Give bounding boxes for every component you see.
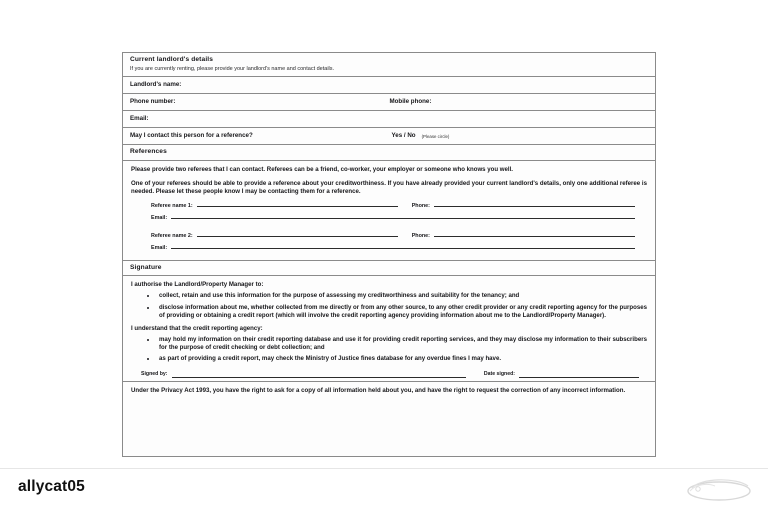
referee-1-email-label: Email: [151, 215, 168, 222]
understand-list [131, 336, 647, 363]
signature-section-title: Signature [130, 263, 162, 271]
referee-fields [131, 200, 647, 256]
signed-by-input[interactable] [172, 370, 466, 378]
references-section-title: References [130, 148, 167, 156]
referee-2-email-label: Email: [151, 244, 168, 251]
date-signed-label: Date signed: [483, 370, 515, 377]
list-item: • as part of providing a credit report, may check the Ministry of Justice fines database for any overdue fines I may have. [157, 355, 647, 363]
field-row-phone[interactable] [123, 94, 655, 111]
referee-1-phone-input[interactable] [434, 200, 635, 207]
list-item: • disclose information about me, whether collected from me directly or from any other source, to any other credit provider or any credit reporting agency for the purposes of providing or obtaining a credit report (which will involve the credit reporting agency providing information about me to the Landlord/Property Manager). [157, 304, 647, 320]
referee-2-email-input[interactable] [171, 242, 635, 249]
contact-question-label: May I contact this person for a reference? [130, 131, 253, 139]
landlord-name-label: Landlord's name: [130, 80, 182, 88]
contact-answer-group[interactable] [390, 132, 650, 140]
referee-1-email-input[interactable] [171, 212, 635, 219]
referee-2-email-row[interactable] [151, 242, 639, 252]
field-row-landlord-name[interactable] [123, 77, 655, 94]
phone-number-label: Phone number: [130, 97, 176, 105]
signature-section-body [123, 276, 655, 380]
understand-intro: I understand that the credit reporting agency: [131, 324, 263, 332]
references-paragraph-1: Please provide two referees that I can contact. Referees can be a friend, co-worker, your employer or someone who knows you well. [131, 166, 513, 174]
list-item: • may hold my information on their credit reporting database and use it for providing credit reporting services, and they may disclose my information to their subscribers for the purpose of credit checking or debt collection; and [157, 336, 647, 352]
date-signed-input[interactable] [519, 370, 639, 378]
referee-1-phone-label: Phone: [411, 203, 430, 210]
referee-1-name-label: Referee name 1: [151, 203, 193, 210]
landlord-section-subtitle: If you are currently renting, please provide your landlord's name and contact details. [130, 66, 335, 73]
mobile-phone-label: Mobile phone: [389, 97, 432, 105]
referee-1-email-row[interactable] [151, 212, 639, 222]
contact-answer-yes-no[interactable]: Yes / No [391, 131, 416, 139]
tenancy-application-form [122, 52, 656, 457]
authorise-list [131, 292, 647, 319]
contact-question-group [130, 132, 390, 140]
referee-2-name-row[interactable] [151, 230, 639, 240]
mobile-phone-group[interactable] [390, 98, 650, 106]
username-label: allycat05 [18, 478, 85, 495]
signature-section-header [123, 261, 655, 277]
authorise-intro: I authorise the Landlord/Property Manager to: [131, 281, 264, 289]
footer-divider [0, 468, 768, 469]
privacy-act-note: Under the Privacy Act 1993, you have the right to ask for a copy of all information held about you, and have the right to request the correction of any incorrect information. [123, 381, 655, 401]
references-section-header [123, 145, 655, 161]
field-row-email[interactable] [123, 111, 655, 128]
landlord-section-header [123, 53, 655, 77]
referee-1-name-row[interactable] [151, 200, 639, 210]
references-paragraph-2: One of your referees should be able to provide a reference about your creditworthiness. If you have already provided your current landlord's details, only one additional referee is needed. Please let these people know I may be contacting them for a reference. [131, 180, 647, 196]
phone-number-group[interactable] [130, 98, 390, 106]
email-label: Email: [130, 114, 149, 122]
signed-by-label: Signed by: [141, 370, 168, 377]
landlord-section-title: Current landlord's details [130, 56, 214, 63]
referee-2-name-label: Referee name 2: [151, 232, 193, 239]
referee-2-phone-input[interactable] [434, 230, 635, 237]
referee-2-name-input[interactable] [197, 230, 398, 237]
references-section-body [123, 161, 655, 261]
signature-row[interactable] [131, 370, 647, 378]
field-row-contact-permission[interactable] [123, 128, 655, 145]
contact-answer-note: (Please circle) [421, 134, 450, 140]
referee-2-phone-label: Phone: [411, 232, 430, 239]
referee-1-name-input[interactable] [197, 200, 398, 207]
list-item: • collect, retain and use this information for the purpose of assessing my creditworthiness and suitability for the tenancy; and [157, 292, 647, 300]
computer-mouse-icon [682, 474, 756, 504]
